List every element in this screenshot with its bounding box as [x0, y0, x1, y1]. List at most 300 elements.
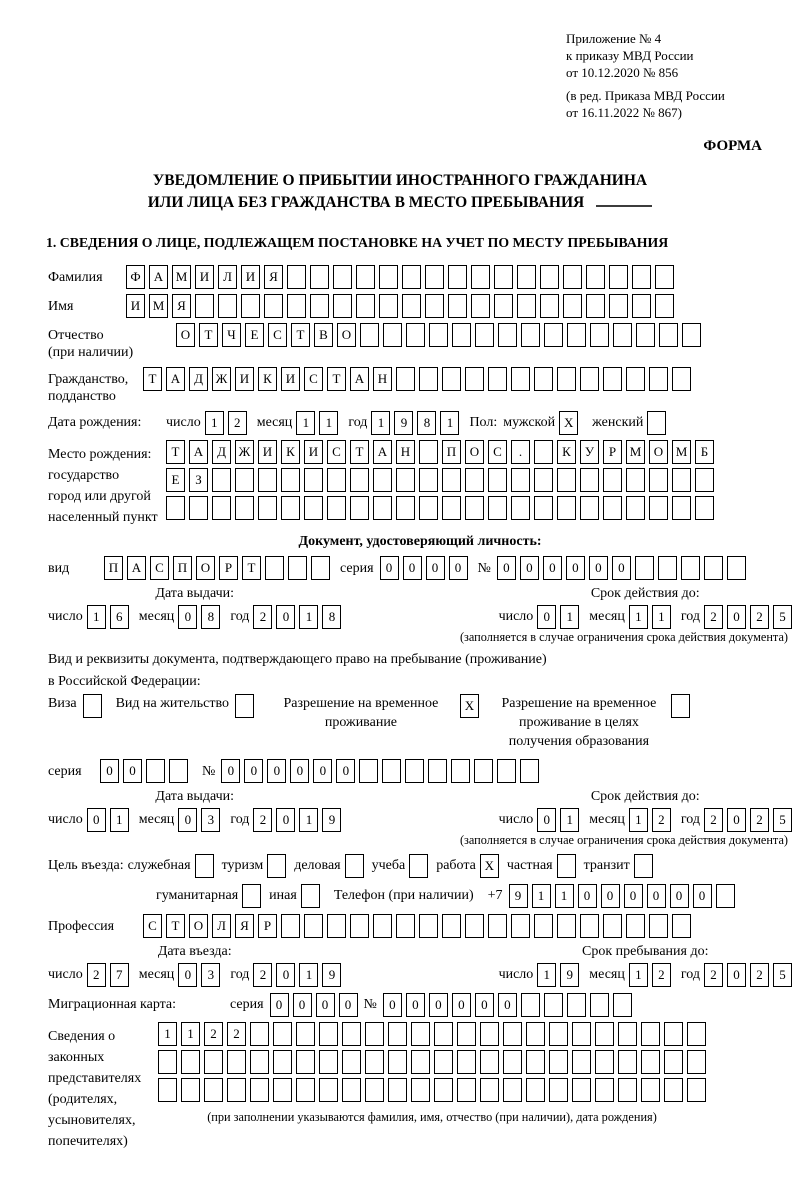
char-box[interactable]: 0 — [624, 884, 643, 908]
char-box[interactable] — [609, 294, 628, 318]
char-box[interactable] — [287, 265, 306, 289]
char-box[interactable]: 5 — [773, 605, 792, 629]
char-box[interactable]: А — [166, 367, 185, 391]
char-box[interactable] — [672, 496, 691, 520]
char-box[interactable] — [235, 468, 254, 492]
char-box[interactable] — [494, 294, 513, 318]
char-box[interactable]: Т — [143, 367, 162, 391]
char-box[interactable] — [526, 1022, 545, 1046]
char-box[interactable] — [425, 265, 444, 289]
char-box[interactable] — [264, 294, 283, 318]
char-box[interactable] — [342, 1050, 361, 1074]
char-box[interactable]: Д — [189, 367, 208, 391]
char-box[interactable]: С — [143, 914, 162, 938]
char-box[interactable] — [465, 914, 484, 938]
char-box[interactable]: 1 — [440, 411, 459, 435]
char-box[interactable] — [580, 367, 599, 391]
char-box[interactable]: И — [258, 440, 277, 464]
char-box[interactable]: А — [373, 440, 392, 464]
char-box[interactable] — [498, 323, 517, 347]
char-box[interactable] — [595, 1050, 614, 1074]
char-box[interactable]: Т — [327, 367, 346, 391]
char-box[interactable] — [572, 1078, 591, 1102]
char-box[interactable]: 5 — [773, 963, 792, 987]
char-box[interactable] — [595, 1078, 614, 1102]
char-box[interactable] — [345, 854, 364, 878]
char-box[interactable] — [626, 496, 645, 520]
char-box[interactable] — [287, 294, 306, 318]
char-box[interactable] — [636, 323, 655, 347]
char-box[interactable] — [419, 496, 438, 520]
char-box[interactable]: 1 — [205, 411, 224, 435]
char-box[interactable] — [572, 1022, 591, 1046]
char-box[interactable] — [181, 1050, 200, 1074]
char-box[interactable]: К — [557, 440, 576, 464]
char-box[interactable]: 0 — [267, 759, 286, 783]
char-box[interactable]: В — [314, 323, 333, 347]
char-box[interactable]: 1 — [560, 808, 579, 832]
char-box[interactable] — [511, 914, 530, 938]
char-box[interactable] — [250, 1078, 269, 1102]
char-box[interactable]: Р — [219, 556, 238, 580]
char-box[interactable] — [411, 1078, 430, 1102]
char-box[interactable] — [235, 694, 254, 718]
char-box[interactable] — [396, 468, 415, 492]
char-box[interactable]: 0 — [290, 759, 309, 783]
char-box[interactable] — [603, 496, 622, 520]
char-box[interactable] — [434, 1022, 453, 1046]
char-box[interactable]: 1 — [532, 884, 551, 908]
char-box[interactable] — [350, 496, 369, 520]
char-box[interactable] — [521, 993, 540, 1017]
char-box[interactable] — [359, 759, 378, 783]
char-box[interactable]: 0 — [426, 556, 445, 580]
char-box[interactable]: 9 — [394, 411, 413, 435]
char-box[interactable] — [687, 1078, 706, 1102]
char-box[interactable] — [695, 468, 714, 492]
char-box[interactable] — [356, 294, 375, 318]
char-box[interactable] — [664, 1022, 683, 1046]
char-box[interactable] — [273, 1050, 292, 1074]
char-box[interactable] — [488, 367, 507, 391]
char-box[interactable]: 3 — [201, 808, 220, 832]
char-box[interactable]: П — [173, 556, 192, 580]
char-box[interactable] — [618, 1022, 637, 1046]
char-box[interactable] — [350, 468, 369, 492]
char-box[interactable] — [396, 914, 415, 938]
char-box[interactable] — [641, 1078, 660, 1102]
char-box[interactable] — [327, 468, 346, 492]
char-box[interactable]: 0 — [727, 963, 746, 987]
char-box[interactable] — [613, 993, 632, 1017]
char-box[interactable] — [626, 914, 645, 938]
char-box[interactable]: 6 — [110, 605, 129, 629]
char-box[interactable] — [379, 265, 398, 289]
char-box[interactable] — [212, 496, 231, 520]
char-box[interactable] — [296, 1050, 315, 1074]
char-box[interactable] — [319, 1078, 338, 1102]
char-box[interactable] — [503, 1050, 522, 1074]
char-box[interactable] — [465, 367, 484, 391]
char-box[interactable] — [327, 496, 346, 520]
char-box[interactable] — [626, 367, 645, 391]
char-box[interactable]: 9 — [322, 963, 341, 987]
char-box[interactable]: 9 — [322, 808, 341, 832]
char-box[interactable] — [350, 914, 369, 938]
char-box[interactable]: 0 — [87, 808, 106, 832]
char-box[interactable] — [448, 294, 467, 318]
char-box[interactable]: 1 — [158, 1022, 177, 1046]
char-box[interactable]: 0 — [316, 993, 335, 1017]
char-box[interactable] — [406, 323, 425, 347]
char-box[interactable] — [632, 294, 651, 318]
char-box[interactable] — [534, 496, 553, 520]
char-box[interactable] — [419, 440, 438, 464]
char-box[interactable]: М — [626, 440, 645, 464]
char-box[interactable]: 0 — [566, 556, 585, 580]
char-box[interactable] — [671, 694, 690, 718]
char-box[interactable] — [388, 1050, 407, 1074]
char-box[interactable]: 0 — [276, 963, 295, 987]
char-box[interactable]: 9 — [560, 963, 579, 987]
char-box[interactable]: Я — [172, 294, 191, 318]
char-box[interactable]: З — [189, 468, 208, 492]
char-box[interactable] — [296, 1022, 315, 1046]
char-box[interactable] — [383, 323, 402, 347]
char-box[interactable] — [373, 496, 392, 520]
char-box[interactable] — [373, 468, 392, 492]
char-box[interactable] — [452, 323, 471, 347]
char-box[interactable] — [503, 1022, 522, 1046]
char-box[interactable]: Ж — [212, 367, 231, 391]
char-box[interactable]: 2 — [253, 605, 272, 629]
char-box[interactable]: 0 — [276, 605, 295, 629]
char-box[interactable] — [471, 265, 490, 289]
char-box[interactable]: 1 — [371, 411, 390, 435]
char-box[interactable] — [189, 496, 208, 520]
char-box[interactable] — [281, 914, 300, 938]
char-box[interactable] — [379, 294, 398, 318]
char-box[interactable] — [632, 265, 651, 289]
char-box[interactable] — [497, 759, 516, 783]
char-box[interactable]: И — [304, 440, 323, 464]
char-box[interactable]: 0 — [589, 556, 608, 580]
char-box[interactable]: 1 — [560, 605, 579, 629]
char-box[interactable] — [580, 468, 599, 492]
char-box[interactable]: 2 — [704, 808, 723, 832]
char-box[interactable] — [204, 1078, 223, 1102]
char-box[interactable] — [396, 496, 415, 520]
char-box[interactable] — [609, 265, 628, 289]
char-box[interactable]: Л — [212, 914, 231, 938]
char-box[interactable] — [442, 496, 461, 520]
char-box[interactable] — [204, 1050, 223, 1074]
char-box[interactable] — [402, 265, 421, 289]
char-box[interactable] — [471, 294, 490, 318]
char-box[interactable]: 0 — [647, 884, 666, 908]
char-box[interactable]: Н — [373, 367, 392, 391]
char-box[interactable] — [563, 265, 582, 289]
char-box[interactable]: 7 — [110, 963, 129, 987]
char-box[interactable] — [540, 265, 559, 289]
char-box[interactable] — [557, 854, 576, 878]
char-box[interactable]: 0 — [612, 556, 631, 580]
char-box[interactable] — [480, 1050, 499, 1074]
char-box[interactable]: Р — [258, 914, 277, 938]
char-box[interactable] — [549, 1050, 568, 1074]
char-box[interactable]: 1 — [299, 963, 318, 987]
char-box[interactable] — [411, 1022, 430, 1046]
char-box[interactable]: 0 — [380, 556, 399, 580]
char-box[interactable] — [158, 1078, 177, 1102]
char-box[interactable]: А — [149, 265, 168, 289]
char-box[interactable]: 8 — [201, 605, 220, 629]
char-box[interactable] — [511, 496, 530, 520]
char-box[interactable] — [434, 1050, 453, 1074]
char-box[interactable]: 1 — [87, 605, 106, 629]
char-box[interactable]: О — [337, 323, 356, 347]
char-box[interactable] — [158, 1050, 177, 1074]
char-box[interactable] — [567, 323, 586, 347]
char-box[interactable]: Т — [242, 556, 261, 580]
char-box[interactable]: Л — [218, 265, 237, 289]
char-box[interactable] — [549, 1078, 568, 1102]
char-box[interactable] — [649, 468, 668, 492]
char-box[interactable]: 2 — [227, 1022, 246, 1046]
char-box[interactable] — [526, 1078, 545, 1102]
char-box[interactable] — [603, 914, 622, 938]
char-box[interactable]: 1 — [555, 884, 574, 908]
char-box[interactable] — [267, 854, 286, 878]
char-box[interactable] — [563, 294, 582, 318]
char-box[interactable] — [603, 468, 622, 492]
char-box[interactable]: 0 — [313, 759, 332, 783]
char-box[interactable] — [672, 367, 691, 391]
char-box[interactable] — [687, 1022, 706, 1046]
char-box[interactable] — [419, 367, 438, 391]
char-box[interactable] — [457, 1050, 476, 1074]
char-box[interactable] — [296, 1078, 315, 1102]
char-box[interactable]: О — [465, 440, 484, 464]
char-box[interactable] — [146, 759, 165, 783]
char-box[interactable] — [333, 265, 352, 289]
char-box[interactable] — [475, 323, 494, 347]
char-box[interactable]: И — [195, 265, 214, 289]
char-box[interactable]: О — [189, 914, 208, 938]
char-box[interactable]: О — [196, 556, 215, 580]
char-box[interactable] — [227, 1078, 246, 1102]
char-box[interactable]: 2 — [253, 963, 272, 987]
char-box[interactable] — [503, 1078, 522, 1102]
char-box[interactable]: С — [327, 440, 346, 464]
char-box[interactable] — [365, 1078, 384, 1102]
char-box[interactable] — [534, 914, 553, 938]
char-box[interactable]: 0 — [178, 963, 197, 987]
char-box[interactable] — [319, 1050, 338, 1074]
char-box[interactable]: 2 — [87, 963, 106, 987]
char-box[interactable] — [319, 1022, 338, 1046]
char-box[interactable]: О — [176, 323, 195, 347]
char-box[interactable]: С — [304, 367, 323, 391]
char-box[interactable]: 2 — [253, 808, 272, 832]
char-box[interactable]: 0 — [601, 884, 620, 908]
char-box[interactable]: 2 — [704, 963, 723, 987]
char-box[interactable] — [195, 854, 214, 878]
char-box[interactable] — [618, 1078, 637, 1102]
char-box[interactable] — [388, 1022, 407, 1046]
char-box[interactable] — [534, 440, 553, 464]
char-box[interactable]: 1 — [296, 411, 315, 435]
char-box[interactable]: 0 — [336, 759, 355, 783]
char-box[interactable] — [396, 367, 415, 391]
char-box[interactable] — [428, 759, 447, 783]
char-box[interactable]: X — [559, 411, 578, 435]
char-box[interactable]: 1 — [652, 605, 671, 629]
char-box[interactable]: 3 — [201, 963, 220, 987]
char-box[interactable]: 0 — [475, 993, 494, 1017]
char-box[interactable] — [166, 496, 185, 520]
char-box[interactable] — [655, 265, 674, 289]
char-box[interactable]: 8 — [322, 605, 341, 629]
char-box[interactable] — [595, 1022, 614, 1046]
char-box[interactable] — [664, 1050, 683, 1074]
char-box[interactable]: 2 — [228, 411, 247, 435]
char-box[interactable] — [258, 468, 277, 492]
char-box[interactable] — [647, 411, 666, 435]
char-box[interactable] — [572, 1050, 591, 1074]
char-box[interactable]: 2 — [750, 605, 769, 629]
char-box[interactable] — [356, 265, 375, 289]
char-box[interactable] — [664, 1078, 683, 1102]
char-box[interactable] — [465, 468, 484, 492]
char-box[interactable]: П — [442, 440, 461, 464]
char-box[interactable]: И — [241, 265, 260, 289]
char-box[interactable]: 0 — [449, 556, 468, 580]
char-box[interactable]: 0 — [221, 759, 240, 783]
char-box[interactable] — [442, 367, 461, 391]
char-box[interactable]: С — [488, 440, 507, 464]
char-box[interactable] — [181, 1078, 200, 1102]
char-box[interactable] — [655, 294, 674, 318]
char-box[interactable]: 8 — [417, 411, 436, 435]
char-box[interactable]: 0 — [498, 993, 517, 1017]
char-box[interactable]: И — [126, 294, 145, 318]
char-box[interactable]: 0 — [543, 556, 562, 580]
char-box[interactable]: Т — [199, 323, 218, 347]
char-box[interactable] — [388, 1078, 407, 1102]
char-box[interactable] — [658, 556, 677, 580]
char-box[interactable]: 0 — [123, 759, 142, 783]
char-box[interactable] — [265, 556, 284, 580]
char-box[interactable] — [567, 993, 586, 1017]
char-box[interactable]: С — [150, 556, 169, 580]
char-box[interactable] — [442, 468, 461, 492]
char-box[interactable]: 1 — [299, 605, 318, 629]
char-box[interactable] — [83, 694, 102, 718]
char-box[interactable]: 2 — [652, 963, 671, 987]
char-box[interactable] — [681, 556, 700, 580]
char-box[interactable]: 0 — [383, 993, 402, 1017]
char-box[interactable] — [342, 1022, 361, 1046]
char-box[interactable] — [641, 1022, 660, 1046]
char-box[interactable] — [212, 468, 231, 492]
char-box[interactable] — [672, 914, 691, 938]
char-box[interactable]: 0 — [244, 759, 263, 783]
char-box[interactable]: А — [189, 440, 208, 464]
char-box[interactable] — [534, 367, 553, 391]
char-box[interactable] — [590, 993, 609, 1017]
char-box[interactable] — [488, 468, 507, 492]
char-box[interactable]: Е — [245, 323, 264, 347]
char-box[interactable]: 2 — [704, 605, 723, 629]
char-box[interactable] — [511, 468, 530, 492]
char-box[interactable]: 0 — [452, 993, 471, 1017]
char-box[interactable] — [682, 323, 701, 347]
char-box[interactable]: У — [580, 440, 599, 464]
char-box[interactable]: 1 — [629, 808, 648, 832]
char-box[interactable]: 0 — [100, 759, 119, 783]
char-box[interactable]: Б — [695, 440, 714, 464]
char-box[interactable] — [405, 759, 424, 783]
char-box[interactable] — [716, 884, 735, 908]
char-box[interactable]: 0 — [578, 884, 597, 908]
char-box[interactable] — [281, 496, 300, 520]
char-box[interactable] — [281, 468, 300, 492]
char-box[interactable] — [517, 265, 536, 289]
char-box[interactable] — [511, 367, 530, 391]
char-box[interactable] — [659, 323, 678, 347]
char-box[interactable]: X — [480, 854, 499, 878]
char-box[interactable]: С — [268, 323, 287, 347]
char-box[interactable]: 1 — [110, 808, 129, 832]
char-box[interactable]: Е — [166, 468, 185, 492]
char-box[interactable]: Ж — [235, 440, 254, 464]
char-box[interactable]: Я — [264, 265, 283, 289]
char-box[interactable]: Т — [166, 440, 185, 464]
char-box[interactable]: Р — [603, 440, 622, 464]
char-box[interactable]: М — [172, 265, 191, 289]
char-box[interactable] — [258, 496, 277, 520]
char-box[interactable] — [626, 468, 645, 492]
char-box[interactable] — [218, 294, 237, 318]
char-box[interactable]: 2 — [652, 808, 671, 832]
char-box[interactable]: 2 — [750, 808, 769, 832]
char-box[interactable] — [429, 323, 448, 347]
char-box[interactable] — [618, 1050, 637, 1074]
char-box[interactable] — [451, 759, 470, 783]
char-box[interactable] — [310, 265, 329, 289]
char-box[interactable] — [549, 1022, 568, 1046]
char-box[interactable]: 1 — [629, 605, 648, 629]
char-box[interactable]: Ч — [222, 323, 241, 347]
char-box[interactable] — [235, 496, 254, 520]
char-box[interactable] — [474, 759, 493, 783]
char-box[interactable] — [365, 1022, 384, 1046]
char-box[interactable] — [649, 914, 668, 938]
char-box[interactable]: 0 — [339, 993, 358, 1017]
char-box[interactable] — [382, 759, 401, 783]
char-box[interactable] — [480, 1078, 499, 1102]
char-box[interactable] — [227, 1050, 246, 1074]
char-box[interactable] — [586, 265, 605, 289]
char-box[interactable]: 0 — [403, 556, 422, 580]
char-box[interactable] — [603, 367, 622, 391]
char-box[interactable]: О — [649, 440, 668, 464]
char-box[interactable] — [465, 496, 484, 520]
char-box[interactable] — [613, 323, 632, 347]
char-box[interactable] — [480, 1022, 499, 1046]
char-box[interactable] — [641, 1050, 660, 1074]
